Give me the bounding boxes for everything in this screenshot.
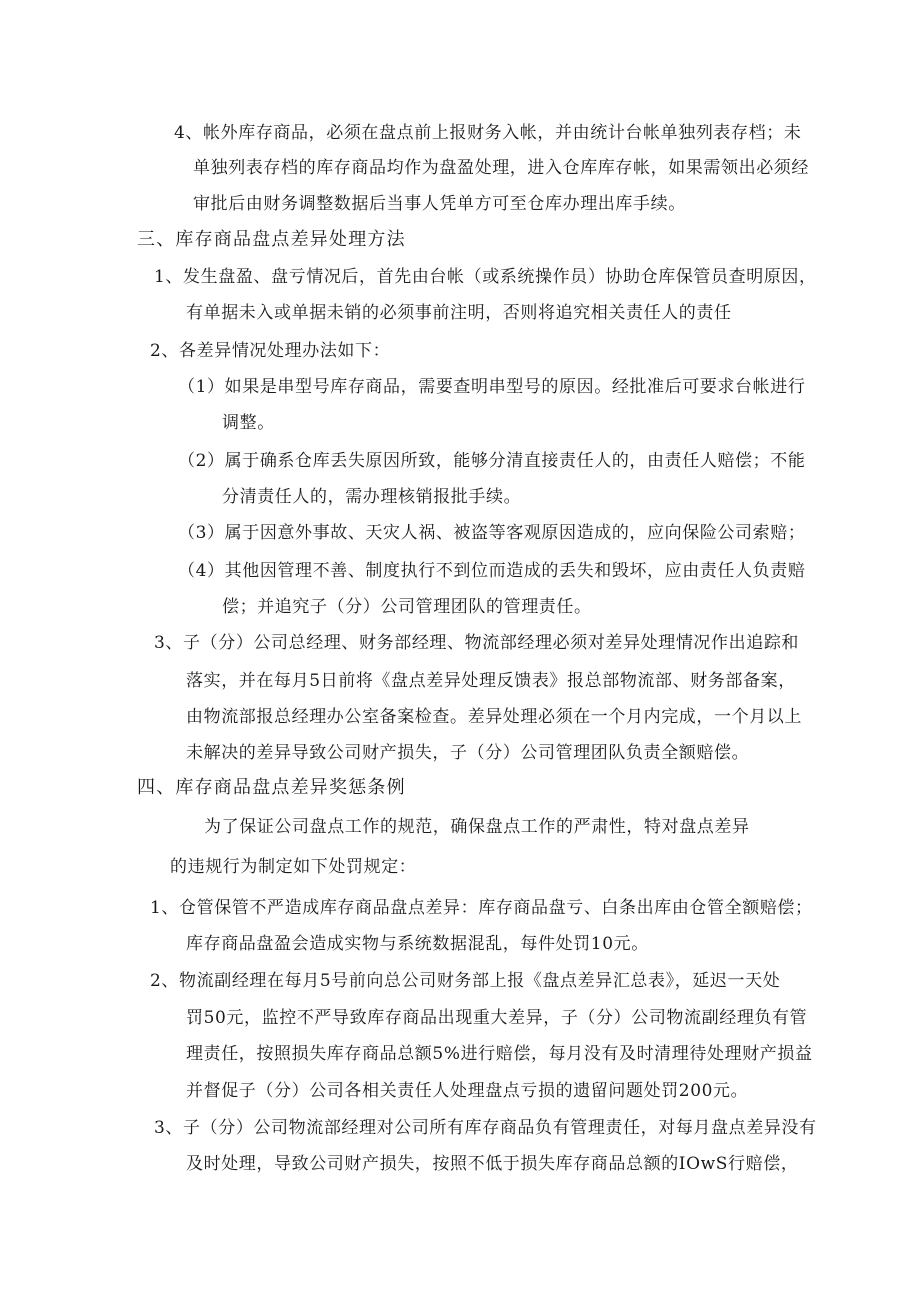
- s4-intro-line-2: 的违规行为制定如下处罚规定：: [170, 857, 417, 877]
- s4-item-2-line-2: 罚50元，监控不严导致库存商品出现重大差异，子（分）公司物流副经理负有管: [186, 1008, 808, 1028]
- s3-item-3-line-4: 未解决的差异导致公司财产损失，子（分）公司管理团队负责全额赔偿。: [186, 743, 750, 763]
- s3-sub-4-line-1: （4）其他因管理不善、制度执行不到位而造成的丢失和毁坏，应由责任人负责赔: [178, 561, 806, 581]
- item-4-line-2: 单独列表存档的库存商品均作为盘盈处理，进入仓库库存帐，如果需领出必须经: [193, 158, 809, 178]
- s3-item-2: 2、各差异情况处理办法如下：: [150, 341, 391, 361]
- s3-sub-2-line-2: 分清责任人的，需办理核销报批手续。: [222, 487, 522, 507]
- s3-item-3-line-3: 由物流部报总经理办公室备案检查。差异处理必须在一个月内完成，一个月以上: [186, 707, 802, 727]
- s3-item-3-line-2: 落实，并在每月5日前将《盘点差异处理反馈表》报总部物流部、财务部备案，: [186, 671, 796, 691]
- s3-item-3-line-1: 3、子（分）公司总经理、财务部经理、物流部经理必须对差异处理情况作出追踪和: [154, 633, 800, 653]
- section-3-heading: 三、库存商品盘点差异处理方法: [137, 229, 406, 250]
- s4-item-2-line-1: 2、物流副经理在每月5号前向总公司财务部上报《盘点差异汇总表》，延迟一天处: [150, 971, 781, 991]
- s4-item-3-line-1: 3、子（分）公司物流部经理对公司所有库存商品负有管理责任，对每月盘点差异没有: [154, 1118, 817, 1138]
- s3-sub-3: （3）属于因意外事故、天灾人祸、被盗等客观原因造成的，应向保险公司索赔；: [178, 523, 806, 543]
- s3-sub-2-line-1: （2）属于确系仓库丢失原因所致，能够分清直接责任人的，由责任人赔偿；不能: [178, 451, 806, 471]
- section-4-heading: 四、库存商品盘点差异奖惩条例: [137, 777, 406, 798]
- s4-item-1-line-1: 1、仓管保管不严造成库存商品盘点差异：库存商品盘亏、白条出库由仓管全额赔偿；: [150, 898, 813, 918]
- s4-item-2-line-4: 并督促子（分）公司各相关责任人处理盘点亏损的遗留问题处罚200元。: [186, 1081, 749, 1101]
- s4-item-3-line-2: 及时处理，导致公司财产损失，按照不低于损失库存商品总额的IOwS行赔偿，: [186, 1154, 799, 1174]
- s3-sub-1-line-2: 调整。: [222, 413, 275, 433]
- s4-item-1-line-2: 库存商品盘盈会造成实物与系统数据混乱，每件处罚10元。: [186, 934, 649, 954]
- s3-sub-1-line-1: （1）如果是串型号库存商品，需要查明串型号的原因。经批准后可要求台帐进行: [178, 377, 806, 397]
- item-4-line-3: 审批后由财务调整数据后当事人凭单方可至仓库办理出库手续。: [193, 194, 686, 214]
- s4-intro-line-1: 为了保证公司盘点工作的规范，确保盘点工作的严肃性，特对盘点差异: [204, 817, 750, 837]
- s3-sub-4-line-2: 偿；并追究子（分）公司管理团队的管理责任。: [222, 597, 592, 617]
- s3-item-1-line-1: 1、发生盘盈、盘亏情况后，首先由台帐（或系统操作员）协助仓库保管员查明原因，: [154, 267, 817, 287]
- s4-item-2-line-3: 理责任，按照损失库存商品总额5%进行赔偿，每月没有及时清理待处理财产损益: [186, 1044, 813, 1064]
- item-4-line-1: 4、帐外库存商品，必须在盘点前上报财务入帐，并由统计台帐单独列表存档；未: [174, 123, 802, 143]
- s3-item-1-line-2: 有单据未入或单据未销的必须事前注明，否则将追究相关责任人的责任: [186, 303, 732, 323]
